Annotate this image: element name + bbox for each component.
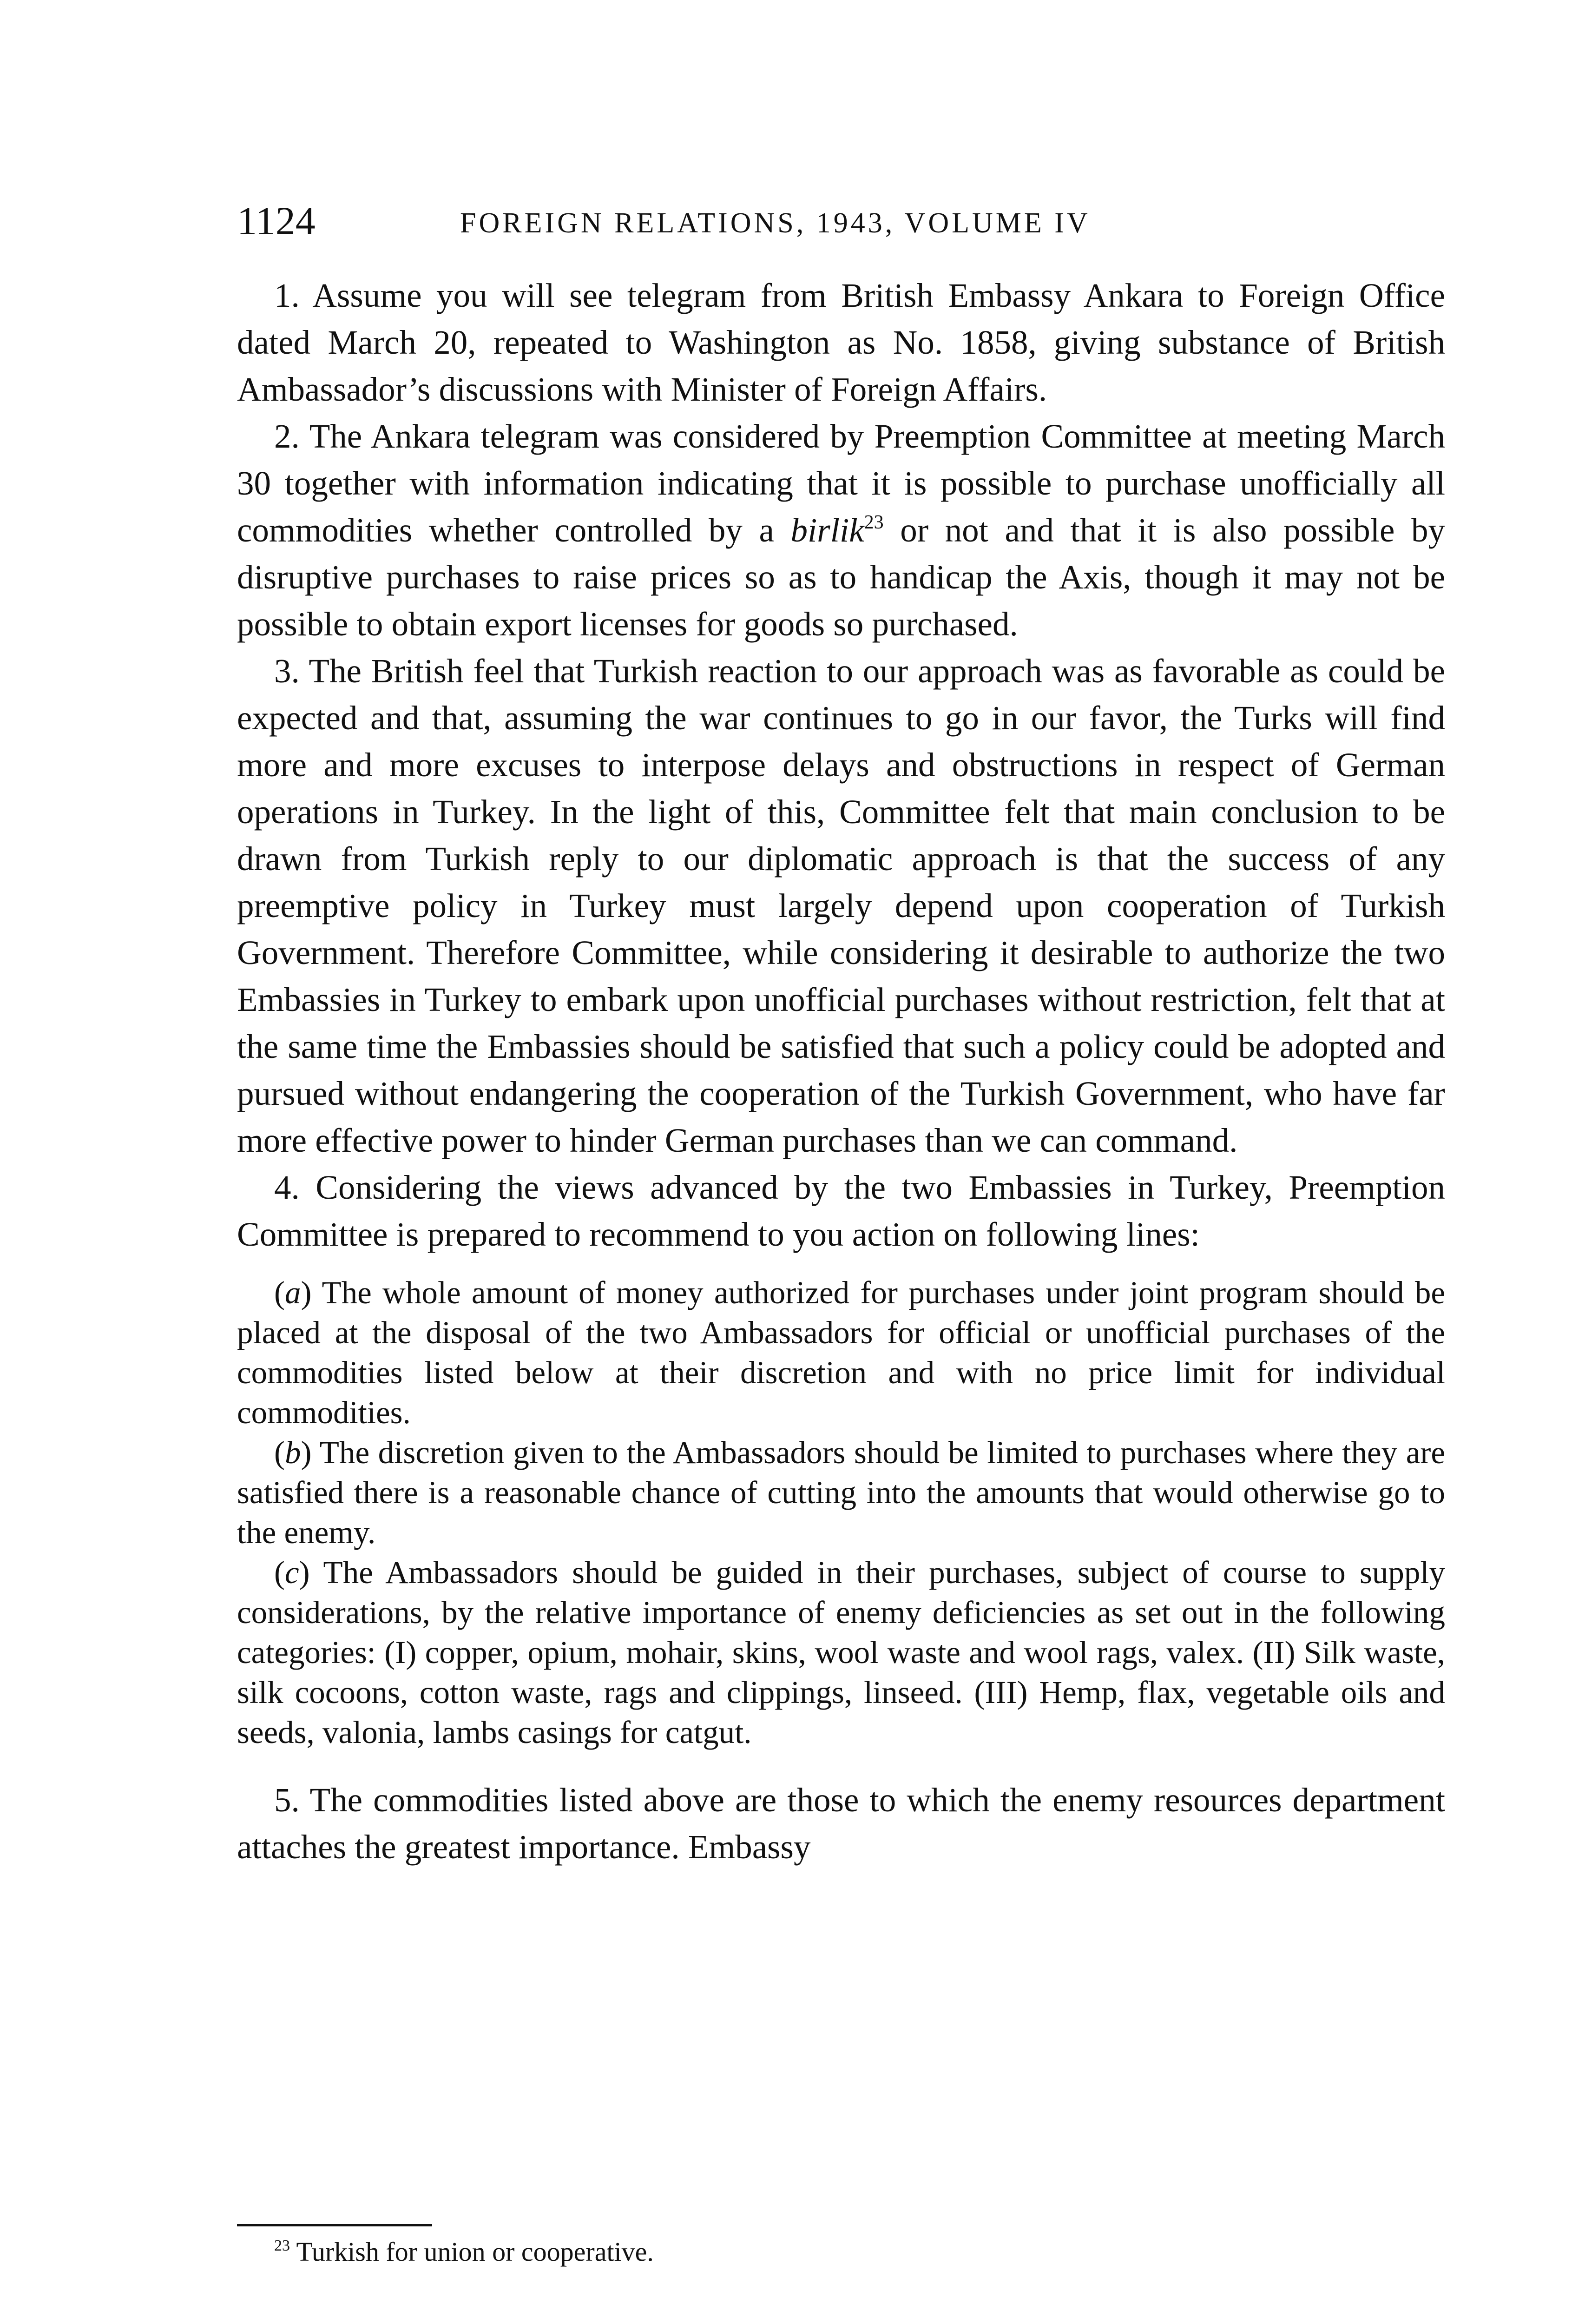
subparagraph-b: (b) The discretion given to the Ambassadors should be limited to purchases where they are satisfied there is a reasonable chance of cutting into the amounts that would otherwise go to the enemy. [237,1435,1445,1550]
subparagraph-a-text: The whole amount of money authorized for purchases under joint program should be placed at the disposal of the two Ambassadors for official or unofficial purchases of the commodities listed below at their discretion and with no price limit for individual commodities. [237,1275,1445,1430]
subparagraph-a-label: a [284,1275,301,1310]
body-text [237,272,1445,1870]
running-head [237,195,1445,246]
subparagraph-c-text: The Ambassadors should be guided in their purchases, subject of course to supply considerations, by the relative importance of enemy deficiencies as set out in the following categories: (I) copper, opium, mohair, skins, wool waste and wool rags, valex. (II) Silk waste, silk cocoons, cotton waste, rags and clippings, linseed. (III) Hemp, flax, vegetable oils and seeds, valonia, lambs casings for catgut. [237,1555,1445,1750]
paragraph-3: 3. The British feel that Turkish reaction to our approach was as favorable as could be expected and that, assuming the war continues to go in our favor, the Turks will find more and more excuses to interpose delays and obstructions in respect of German operations in Turkey. In the light of this, Committee felt that main conclusion to be drawn from Turkish reply to our diplomatic approach is that the success of any preemptive policy in Turkey must largely depend upon cooperation of Turkish Government. Therefore Committee, while considering it desirable to authorize the two Embassies in Turkey to embark upon unofficial purchases without restriction, felt that at the same time the Embassies should be satisfied that such a policy could be adopted and pursued without endangering the cooperation of the Turkish Government, who have far more effective power to hinder German purchases than we can command. [237,652,1445,1159]
paragraph-4: 4. Considering the views advanced by the two Embassies in Turkey, Preemption Committee is prepared to recommend to you action on following lines: [237,1169,1445,1253]
page-number: 1124 [237,198,316,243]
footnote-text: Turkish for union or cooperative. [290,2237,654,2267]
paragraph-2-rest: or not and that it is also possible by disruptive purchases to raise prices so as to handicap the Axis, though it may not be possible to obtain export licenses for goods so purchased. [237,511,1445,643]
footnote-mark: 23 [274,2237,290,2254]
running-title: FOREIGN RELATIONS, 1943, VOLUME IV [460,207,1091,239]
footnote-reference: 23 [864,512,884,533]
term-birlik: birlik [790,511,864,549]
subparagraph-c: (c) The Ambassadors should be guided in their purchases, subject of course to supply considerations, by the relative importance of enemy deficiencies as set out in the following categories: (I) copper, opium, mohair, skins, wool waste and wool rags, valex. (II) Silk waste, silk cocoons, cotton waste, rags and clippings, linseed. (III) Hemp, flax, vegetable oils and seeds, valonia, lambs casings for catgut. [237,1555,1445,1750]
subparagraph-a: (a) The whole amount of money authorized for purchases under joint program should be placed at the disposal of the two Ambassadors for official or unofficial purchases of the commodities listed below at their discretion and with no price limit for individual commodities. [237,1275,1445,1430]
subparagraph-b-text: The discretion given to the Ambassadors should be limited to purchases where they are satisfied there is a reasonable chance of cutting into the amounts that would otherwise go to the enemy. [237,1435,1445,1550]
paragraph-1: 1. Assume you will see telegram from British Embassy Ankara to Foreign Office dated March 20, repeated to Washington as No. 1858, giving substance of British Ambassador’s discussions with Minister of Foreign Affairs. [237,277,1445,408]
paragraph-5: 5. The commodities listed above are those to which the enemy resources department attaches the greatest importance. Embassy [237,1781,1445,1866]
subparagraph-b-label: b [284,1435,301,1470]
paragraph-2-lead: 2. The Ankara telegram was considered by Preemption Committee at meeting March 30 together with information indicating that it is possible to purchase unofficially all commodities whether controlled by a [237,417,1445,549]
footnote [274,2231,654,2273]
footnote-divider [237,2224,432,2226]
subparagraph-c-label: c [284,1555,299,1590]
paragraph-2 [237,413,1445,647]
